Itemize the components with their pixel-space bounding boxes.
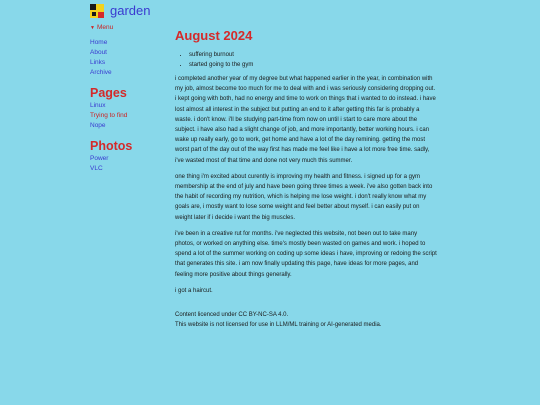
photos-vlc-link[interactable]: VLC: [90, 165, 103, 172]
nav-list: [90, 38, 170, 78]
summary-list: [175, 50, 437, 70]
triangle-down-icon: ▼: [90, 24, 95, 31]
nav-archive-link[interactable]: Archive: [90, 69, 112, 76]
nav-about-link[interactable]: About: [90, 49, 107, 56]
list-item: • suffering burnout: [189, 50, 437, 60]
footer: [175, 310, 437, 330]
pages-nope-link[interactable]: Nope: [90, 122, 106, 129]
garden-logo-icon[interactable]: [90, 4, 104, 18]
list-item: • started going to the gym: [189, 60, 437, 70]
post-paragraph: one thing i'm excited about curently is improving my health and fitness. i signed up for a gym membership at the end of july and have been going three times a week. i've also gotten back into the habit of recording my nutrition, which is helping me lose weight. i don't really know what my goals are, i mostly want to lose some weight and feel better about myself. i can easily put on weight later if i decide i want the big muscles.: [175, 173, 433, 221]
site-header: [90, 3, 150, 18]
pages-list: [90, 101, 170, 131]
sidebar: [90, 24, 170, 174]
photos-power-link[interactable]: Power: [90, 155, 109, 162]
post-paragraph: i've been in a creative rut for months. i've neglected this website, not been out to take many photos, or worked on anything else. time's mostly been wasted on games and work. i hoped to spend a lot of the summer working on coding up some ideas i have, improving or redoing the script that generates this site. i am now finally updating this page, have ideas for more pages, and feeling more positive about things generally.: [175, 230, 437, 278]
menu-label: Menu: [96, 24, 114, 31]
page-title: August 2024: [175, 28, 253, 43]
pages-heading: Pages: [90, 86, 127, 100]
photos-list: [90, 154, 170, 174]
menu-toggle[interactable]: [90, 24, 170, 31]
main-content: [175, 28, 437, 330]
ai-notice-text: This website is not licensed for use in LLM/ML training or AI-generated media.: [175, 322, 382, 329]
photos-heading: Photos: [90, 139, 133, 153]
nav-links-link[interactable]: Links: [90, 59, 106, 66]
post-paragraph: i completed another year of my degree but what happened earlier in the year, in combination with my job, almost become too much for me to deal with and i was seriously considering dropping out. i kept going with both, had no energy and time to work on things that i wanted to do instead. i have lost almost all interest in the subject but putting an end to it after getting this far is probably a waste. i don't know. i'll be studying part-time from now on until i start to care more about the subject. i have also had a slight change of job, and more importantly, better working hours. i can wake up really early, go to work, get home and have a lot of the day remining. getting the most worst part of the day out of the way first has made me feel like i have a lot more free time. sadly, i've wasted most of that time and done not very much this summer.: [175, 76, 436, 164]
site-name-link[interactable]: garden: [110, 3, 151, 18]
licence-text: Content licenced under CC BY-NC-SA 4.0.: [175, 312, 289, 319]
post-paragraph: i got a haircut.: [175, 287, 213, 294]
pages-linux-link[interactable]: Linux: [90, 102, 106, 109]
pages-trying-to-find-link[interactable]: Trying to find: [90, 112, 128, 119]
nav-home-link[interactable]: Home: [90, 39, 108, 46]
